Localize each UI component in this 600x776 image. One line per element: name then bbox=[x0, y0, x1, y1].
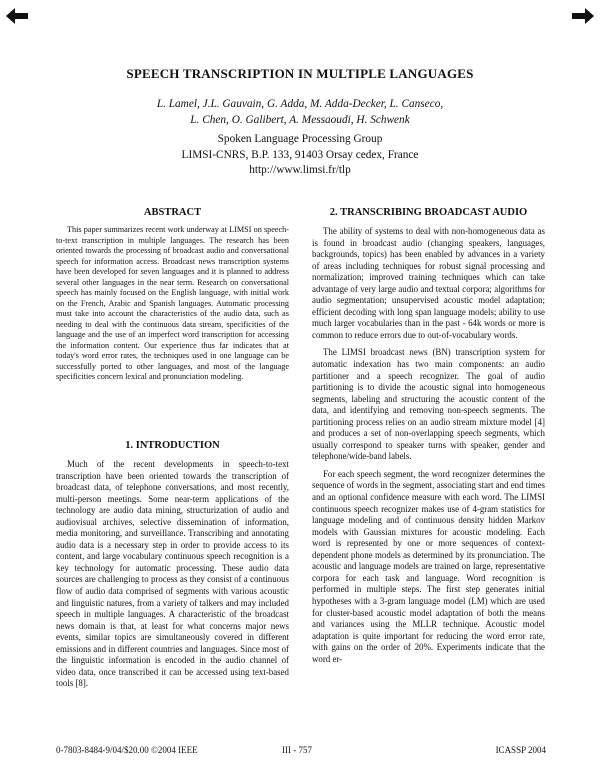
paper-title: SPEECH TRANSCRIPTION IN MULTIPLE LANGUAGES bbox=[126, 66, 474, 81]
footer-copyright: 0-7803-8484-9/04/$20.00 ©2004 IEEE bbox=[56, 745, 198, 755]
arrow-right-icon[interactable] bbox=[572, 8, 594, 24]
affiliation bbox=[0, 132, 600, 179]
abstract-text: This paper summarizes recent work underway at LIMSI on speech-to-text transcription in multiple languages. The research has been oriented towards the processing of broadcast audio and conversational speech for information access. Broadcast news transcription systems have been developed for seven languages and it is planned to address several other languages in the near term. Research on conversational speech has mainly focused on the English language, with initial work on the French, Arabic and Spanish languages. Automatic processing must take into account the characteristics of the audio data, such as needing to deal with the continuous data stream, specificities of the language and the use of an imperfect word transcription for accessing the information content. Our experience thus far indicates that at today's word error rates, the techniques used in one language can be successfully ported to other languages, and most of the language specificities concern lexical and pronunciation modeling. bbox=[56, 225, 289, 381]
affiliation-address: LIMSI-CNRS, B.P. 133, 91403 Orsay cedex, France bbox=[181, 148, 419, 161]
author-list bbox=[0, 96, 600, 128]
section-2-paragraph-3: For each speech segment, the word recognizer determines the sequence of words in the segment, associating start and end times and an optional confidence measure with each word. The LIMSI continuous speech recognizer makes use of 4-gram statistics for language modeling and of continuous density hidden Markov models with Gaussian mixtures for acoustic modeling. Each word is represented by one or more sequences of context-dependent phone models as determined by its pronunciation. The acoustic and language models are trained on large, representative corpora for each task and language. Word recognition is performed in multiple steps. The first step generates initial hypotheses with a 3-gram language model (LM) which are used for cluster-based acoustic model adaptation of both the means and variances using the MLLR technique. Acoustic model adaptation is quite important for reducing the word error rate, with gains on the order of 20%. Experiments indicate that the word er- bbox=[312, 468, 545, 664]
footer-conference: ICASSP 2004 bbox=[495, 745, 546, 755]
affiliation-url[interactable]: http://www.limsi.fr/tlp bbox=[249, 164, 351, 176]
arrow-left-icon[interactable] bbox=[6, 8, 28, 24]
section-2-paragraph-2: The LIMSI broadcast news (BN) transcription system for automatic indexation has two main components: an audio partitioner and a speech recognizer. The goal of audio partitioning is to divide the acoustic signal into homogeneous segments, labeling and structuring the acoustic content of the data, and identifying and removing non-speech segments. The partitioning process relies on an audio stream mixture model [4] and produces a set of non-overlapping speech segments, which usually correspond to speaker turns with speaker, gender and telephone/wide-band labels. bbox=[312, 347, 545, 462]
authors-line-2: L. Chen, O. Galibert, A. Messaoudi, H. Schwenk bbox=[190, 114, 410, 126]
authors-line-1: L. Lamel, J.L. Gauvain, G. Adda, M. Adda-Decker, L. Canseco, bbox=[156, 98, 444, 110]
footer-page-number: III - 757 bbox=[282, 745, 312, 755]
abstract-heading: ABSTRACT bbox=[143, 207, 202, 218]
section-2-paragraph-1: The ability of systems to deal with non-homogeneous data as is found in broadcast audio (changing speakers, languages, backgrounds, topics) has been enabled by advances in a variety of areas including techniques for robust signal processing and normalization; improved training techniques which can take advantage of very large audio and textual corpora; algorithms for audio segmentation; unsupervised acoustic model adaptation; efficient decoding with long span language models; ability to use much larger vocabularies than in the past - 64k words or more is common to reduce errors due to out-of-vocabulary words. bbox=[312, 226, 545, 340]
section-2-heading: 2. TRANSCRIBING BROADCAST AUDIO bbox=[329, 207, 528, 218]
introduction-heading: 1. INTRODUCTION bbox=[125, 440, 220, 451]
introduction-text: Much of the recent developments in speech-to-text transcription have been oriented towards the transcription of broadcast data, of telephone conversations, and most recently, multi-person meetings. Some near-term applications of the technology are audio data mining, structurization of audio and audiovisual archives, selective dissemination of information, media monitoring, and surveillance. Transcribing and annotating audio data is a necessary step in order to provide access to its content, and large vocabulary continuous speech recognition is a key technology for automatic processing. These audio data sources are challenging to process as they consist of a continuous flow of audio data comprised of segments with various acoustic and linguistic natures, from a variety of talkers and may included speech in multiple languages. A characteristic of the broadcast news domain is that, at least for what concerns major news events, similar topics are simultaneously covered in different emissions and in different countries and languages. Since most of the linguistic information is encoded in the audio channel of video data, once transcribed it can be accessed using text-based tools [8]. bbox=[56, 459, 289, 689]
section-2-body bbox=[312, 226, 545, 671]
affiliation-group: Spoken Language Processing Group bbox=[217, 133, 383, 145]
